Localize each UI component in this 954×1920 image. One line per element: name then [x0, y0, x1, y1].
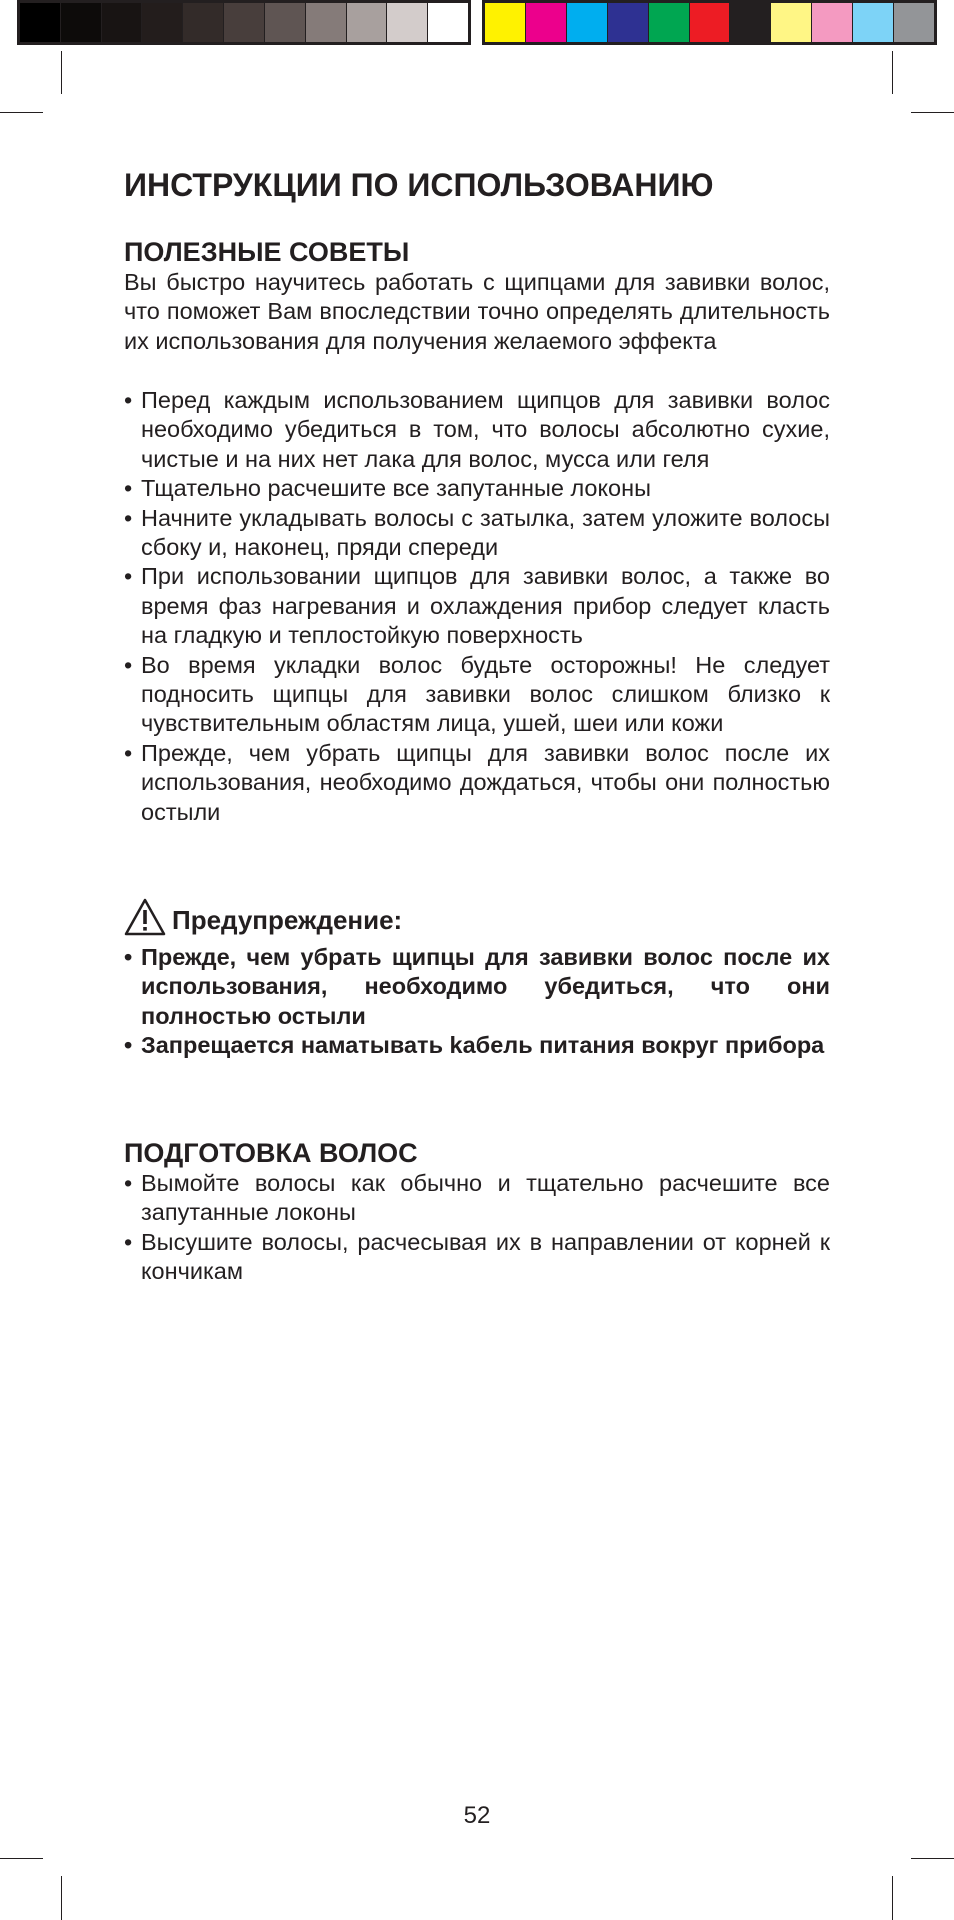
- crop-mark: [0, 112, 43, 113]
- bullet: •: [124, 1228, 133, 1255]
- color-swatch: [853, 3, 894, 42]
- tips-list: [124, 386, 830, 827]
- crop-mark: [911, 1858, 954, 1859]
- page-title: ИНСТРУКЦИИ ПО ИСПОЛЬЗОВАНИЮ: [124, 167, 714, 203]
- bullet: •: [124, 563, 133, 590]
- gray-swatch: [306, 3, 347, 42]
- color-swatch: [485, 3, 526, 42]
- color-swatch: [771, 3, 812, 42]
- warning-triangle-icon: [124, 898, 166, 936]
- gray-swatch: [61, 3, 102, 42]
- list-item: • Тщательно расчешите все запутанные локоны: [124, 474, 830, 503]
- prep-list: [124, 1169, 830, 1287]
- color-swatch: [894, 3, 934, 42]
- color-swatch: [730, 3, 771, 42]
- bullet: •: [124, 1170, 133, 1196]
- bullet: •: [124, 739, 133, 766]
- prep-heading: ПОДГОТОВКА ВОЛОС: [124, 1138, 418, 1168]
- list-item: • Перед каждым использованием щипцов для завивки волос необходимо убедиться в том, что волосы абсолютно сухие, чистые и на них нет лака для волос, мусса или геля: [124, 387, 830, 472]
- warning-heading: [124, 898, 402, 936]
- gray-swatch: [428, 3, 468, 42]
- bullet: •: [124, 1032, 133, 1059]
- page-number: 52: [463, 1802, 491, 1829]
- gray-swatch: [183, 3, 224, 42]
- list-item: • Запрещается наматывать kабель питания вокруг прибора: [124, 1031, 830, 1060]
- bullet: •: [124, 475, 133, 502]
- bullet: •: [124, 944, 133, 970]
- tips-heading: ПОЛЕЗНЫЕ СОВЕТЫ: [124, 237, 410, 267]
- gray-swatch: [102, 3, 143, 42]
- bullet: •: [124, 387, 133, 413]
- crop-mark: [911, 112, 954, 113]
- crop-mark: [61, 51, 62, 94]
- color-swatch: [567, 3, 608, 42]
- gray-swatch: [142, 3, 183, 42]
- list-item: • При использовании щипцов для завивки волос, а также во время фаз нагревания и охлаждения прибор следует класть на гладкую и теплостойкую поверхность: [124, 563, 830, 649]
- list-item: • Высушите волосы, расчесывая их в направлении от корней к кончикам: [124, 1228, 830, 1285]
- process-color-bar: [482, 0, 937, 45]
- gray-swatch: [387, 3, 428, 42]
- list-item: • Начните укладывать волосы с затылка, затем уложите волосы сбоку и, наконец, пряди спереди: [124, 504, 830, 561]
- grayscale-color-bar: [17, 0, 471, 45]
- crop-mark: [892, 51, 893, 94]
- bullet: •: [124, 651, 133, 678]
- list-item: • Прежде, чем убрать щипцы для завивки волос после их использования, необходимо дождаться, чтобы они полностью остыли: [124, 739, 830, 825]
- crop-mark: [0, 1858, 43, 1859]
- list-item: • Вымойте волосы как обычно и тщательно расчешите все запутанные локоны: [124, 1170, 830, 1226]
- gray-swatch: [265, 3, 306, 42]
- gray-swatch: [224, 3, 265, 42]
- gray-swatch: [20, 3, 61, 42]
- color-swatch: [526, 3, 567, 42]
- crop-mark: [61, 1876, 62, 1920]
- warning-list: [124, 943, 830, 1061]
- color-swatch: [690, 3, 731, 42]
- warning-title: Предупреждение:: [172, 905, 403, 935]
- color-swatch: [649, 3, 690, 42]
- gray-swatch: [347, 3, 388, 42]
- list-item: • Прежде, чем убрать щипцы для завивки волос после их использования, необходимо убедиться, что они полностью остыли: [124, 944, 830, 1029]
- tips-intro: Вы быстро научитесь работать с щипцами для завивки волос, что поможет Вам впоследствии точно определять длительность их использования для получения желаемого эффекта: [124, 269, 830, 354]
- color-swatch: [812, 3, 853, 42]
- color-swatch: [608, 3, 649, 42]
- list-item: • Во время укладки волос будьте осторожны! Не следует подносить щипцы для завивки волос слишком близко к чувствительным областям лица, ушей, шеи или кожи: [124, 651, 830, 737]
- bullet: •: [124, 504, 133, 531]
- crop-mark: [892, 1876, 893, 1920]
